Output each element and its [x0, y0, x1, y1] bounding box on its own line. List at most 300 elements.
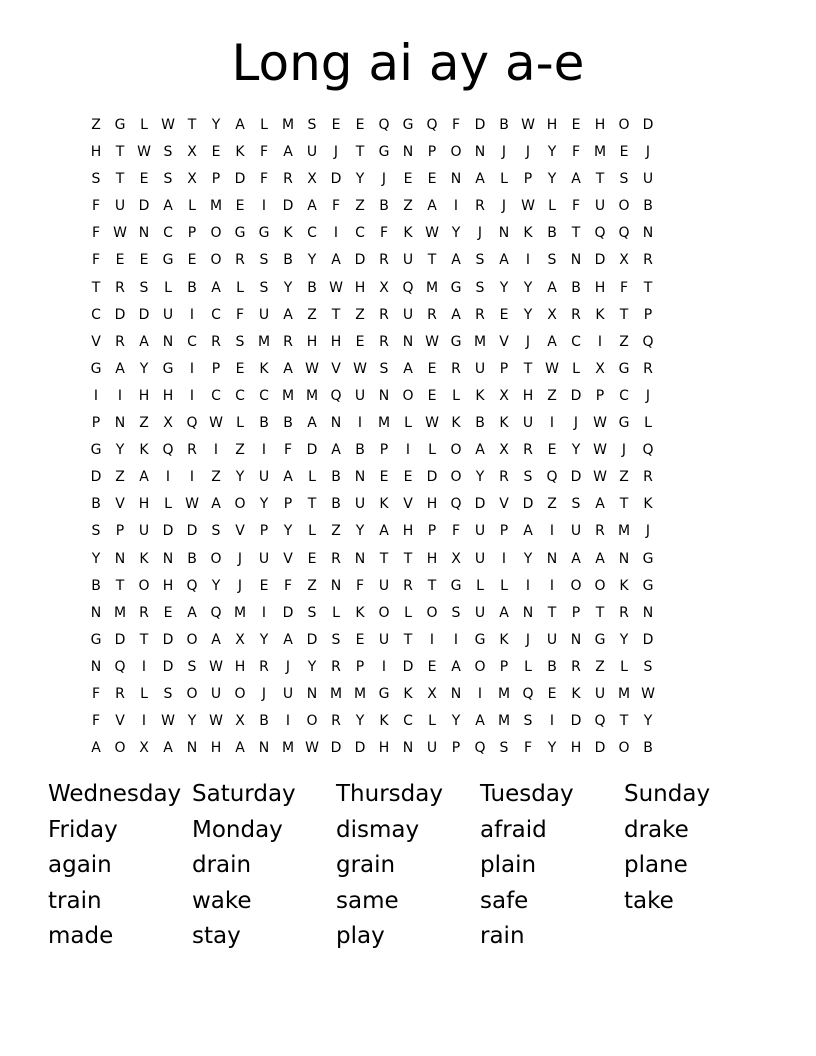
grid-letter: K [355, 604, 365, 621]
grid-letter: E [427, 658, 437, 675]
grid-letter: A [211, 279, 221, 296]
grid-letter: B [547, 225, 557, 242]
grid-letter: R [331, 713, 341, 730]
grid-letter: Y [187, 713, 197, 730]
word-list-item: drake [624, 816, 689, 843]
grid-letter: M [257, 333, 271, 350]
grid-letter: F [91, 225, 101, 242]
grid-letter: U [354, 496, 366, 513]
grid-letter: E [235, 198, 245, 215]
grid-letter: F [523, 740, 533, 757]
grid-letter: E [619, 144, 629, 161]
word-list-item: plain [480, 852, 537, 878]
grid-letter: L [164, 496, 172, 513]
grid-letter: X [619, 252, 629, 269]
grid-letter: Q [210, 604, 222, 621]
grid-letter: X [187, 171, 197, 188]
grid-letter: N [618, 550, 630, 567]
grid-letter: S [379, 360, 389, 377]
grid-letter: D [114, 306, 126, 323]
grid-letter: E [379, 469, 389, 486]
grid-letter: M [425, 279, 439, 296]
grid-letter: W [593, 415, 607, 432]
grid-letter: A [139, 469, 149, 486]
grid-letter: O [450, 469, 462, 486]
grid-letter: I [261, 604, 267, 621]
grid-letter: Z [355, 198, 365, 215]
grid-letter: R [475, 306, 485, 323]
grid-letter: A [475, 442, 485, 459]
grid-letter: U [114, 198, 126, 215]
grid-letter: R [331, 550, 341, 567]
grid-letter: Q [642, 442, 654, 459]
grid-letter: E [259, 577, 269, 594]
grid-row [84, 166, 732, 193]
grid-letter: F [355, 577, 365, 594]
grid-letter: O [570, 577, 582, 594]
grid-letter: O [378, 604, 390, 621]
grid-letter: O [234, 685, 246, 702]
grid-letter: C [91, 306, 101, 323]
word-list-item: Thursday [336, 781, 443, 807]
grid-letter: N [354, 469, 366, 486]
grid-letter: Z [355, 306, 365, 323]
grid-letter: R [259, 658, 269, 675]
grid-letter: R [331, 658, 341, 675]
grid-letter: J [501, 144, 507, 161]
grid-letter: T [595, 171, 605, 188]
grid-letter: R [643, 360, 653, 377]
grid-letter: S [451, 604, 461, 621]
grid-letter: Y [211, 117, 221, 133]
grid-letter: T [619, 496, 629, 513]
grid-row [84, 600, 732, 627]
grid-letter: F [235, 306, 245, 323]
grid-letter: K [523, 225, 533, 242]
grid-letter: A [451, 306, 461, 323]
grid-letter: Z [619, 333, 629, 350]
grid-letter: L [572, 360, 580, 377]
grid-letter: X [139, 740, 149, 757]
grid-letter: B [283, 415, 293, 432]
grid-letter: N [258, 740, 270, 757]
grid-letter: Q [618, 225, 630, 242]
grid-letter: U [162, 306, 174, 323]
grid-letter: F [379, 225, 389, 242]
grid-letter: N [402, 144, 414, 161]
grid-letter: U [642, 171, 654, 188]
grid-letter: D [90, 469, 102, 486]
grid-letter: B [283, 252, 293, 269]
grid-letter: P [187, 225, 197, 242]
grid-letter: F [571, 198, 581, 215]
word-list-item: train [48, 887, 102, 914]
grid-letter: W [137, 144, 151, 161]
grid-letter: N [402, 333, 414, 350]
grid-letter: V [91, 333, 101, 350]
grid-letter: Y [259, 631, 269, 648]
grid-letter: R [595, 523, 605, 540]
word-list-item: safe [480, 887, 529, 914]
grid-letter: E [355, 117, 365, 133]
grid-letter: B [643, 740, 653, 757]
grid-letter: T [619, 306, 629, 323]
grid-row [84, 437, 732, 464]
grid-letter: I [189, 387, 195, 404]
grid-letter: S [475, 279, 485, 296]
grid-letter: W [305, 740, 319, 757]
grid-letter: S [307, 117, 317, 133]
grid-letter: L [236, 279, 244, 296]
word-list-item: Wednesday [48, 781, 182, 807]
grid-letter: I [93, 387, 99, 404]
grid-letter: R [427, 306, 437, 323]
grid-letter: E [331, 117, 341, 133]
grid-letter: J [573, 415, 579, 432]
grid-letter: F [91, 252, 101, 269]
grid-letter: D [474, 496, 486, 513]
grid-letter: C [619, 387, 629, 404]
grid-letter: L [452, 387, 460, 404]
grid-letter: O [306, 713, 318, 730]
word-list-item: stay [192, 923, 241, 949]
grid-letter: Z [331, 523, 341, 540]
grid-letter: X [163, 415, 173, 432]
grid-letter: H [90, 144, 102, 161]
grid-letter: S [235, 333, 245, 350]
grid-letter: N [114, 550, 126, 567]
grid-letter: F [283, 577, 293, 594]
grid-letter: S [571, 496, 581, 513]
grid-letter: M [281, 740, 295, 757]
grid-letter: M [617, 685, 631, 702]
grid-letter: U [522, 415, 534, 432]
grid-letter: C [571, 333, 581, 350]
grid-letter: U [378, 631, 390, 648]
grid-letter: D [162, 631, 174, 648]
grid-letter: Y [619, 631, 629, 648]
grid-letter: M [617, 523, 631, 540]
grid-letter: G [234, 225, 246, 242]
grid-letter: D [186, 523, 198, 540]
grid-letter: D [354, 740, 366, 757]
grid-letter: Q [378, 117, 390, 133]
grid-letter: Y [547, 171, 557, 188]
grid-letter: N [498, 225, 510, 242]
grid-letter: Q [450, 496, 462, 513]
grid-letter: D [402, 658, 414, 675]
grid-letter: C [403, 713, 413, 730]
grid-letter: O [234, 496, 246, 513]
grid-letter: O [210, 225, 222, 242]
grid-letter: B [331, 496, 341, 513]
grid-letter: J [285, 658, 291, 675]
grid-letter: T [379, 550, 389, 567]
grid-letter: Y [211, 577, 221, 594]
grid-letter: B [379, 198, 389, 215]
grid-letter: Y [139, 360, 149, 377]
grid-letter: Q [594, 225, 606, 242]
grid-letter: T [595, 604, 605, 621]
grid-letter: H [522, 387, 534, 404]
grid-letter: Y [499, 279, 509, 296]
grid-letter: Q [642, 333, 654, 350]
grid-letter: I [549, 415, 555, 432]
grid-letter: E [235, 360, 245, 377]
grid-letter: R [211, 333, 221, 350]
grid-letter: S [139, 279, 149, 296]
grid-letter: P [451, 740, 461, 757]
grid-letter: Q [594, 713, 606, 730]
grid-letter: L [524, 658, 532, 675]
grid-letter: X [235, 631, 245, 648]
grid-letter: V [499, 333, 509, 350]
grid-letter: O [114, 740, 126, 757]
grid-letter: S [187, 658, 197, 675]
grid-letter: O [450, 144, 462, 161]
grid-letter: L [500, 577, 508, 594]
grid-letter: H [426, 550, 438, 567]
word-list-item: rain [480, 923, 525, 949]
grid-letter: X [427, 685, 437, 702]
grid-letter: M [305, 387, 319, 404]
grid-letter: C [259, 387, 269, 404]
grid-letter: I [141, 713, 147, 730]
grid-letter: F [331, 198, 341, 215]
grid-letter: R [379, 333, 389, 350]
grid-letter: I [525, 577, 531, 594]
grid-letter: W [113, 225, 127, 242]
grid-letter: E [427, 360, 437, 377]
grid-letter: D [594, 252, 606, 269]
grid-letter: U [402, 306, 414, 323]
grid-letter: L [164, 279, 172, 296]
grid-letter: O [402, 387, 414, 404]
grid-letter: A [211, 496, 221, 513]
grid-letter: N [162, 333, 174, 350]
grid-letter: Z [547, 387, 557, 404]
grid-letter: P [283, 496, 293, 513]
grid-letter: N [402, 740, 414, 757]
grid-letter: D [426, 469, 438, 486]
grid-letter: P [499, 360, 509, 377]
grid-letter: X [451, 550, 461, 567]
grid-letter: T [427, 577, 437, 594]
grid-letter: M [281, 387, 295, 404]
grid-letter: T [427, 252, 437, 269]
grid-letter: I [261, 442, 267, 459]
grid-letter: Q [330, 387, 342, 404]
grid-letter: N [186, 740, 198, 757]
grid-letter: W [425, 415, 439, 432]
grid-letter: U [258, 306, 270, 323]
grid-letter: A [595, 550, 605, 567]
grid-letter: D [570, 387, 582, 404]
grid-letter: Q [474, 740, 486, 757]
grid-letter: V [283, 550, 293, 567]
grid-letter: Z [307, 577, 317, 594]
grid-letter: R [523, 442, 533, 459]
grid-letter: T [619, 713, 629, 730]
grid-letter: H [354, 279, 366, 296]
grid-letter: B [331, 469, 341, 486]
grid-letter: L [188, 198, 196, 215]
grid-letter: E [403, 171, 413, 188]
grid-letter: G [450, 279, 462, 296]
grid-letter: K [403, 225, 413, 242]
grid-letter: T [331, 306, 341, 323]
word-list-item: grain [336, 852, 396, 878]
grid-letter: A [235, 117, 245, 133]
grid-letter: S [331, 631, 341, 648]
grid-letter: X [187, 144, 197, 161]
grid-letter: J [525, 333, 531, 350]
grid-letter: Q [186, 415, 198, 432]
grid-letter: A [499, 604, 509, 621]
grid-letter: F [283, 442, 293, 459]
grid-letter: F [451, 523, 461, 540]
grid-letter: N [570, 252, 582, 269]
grid-letter: M [497, 713, 511, 730]
grid-letter: P [115, 523, 125, 540]
grid-letter: C [163, 225, 173, 242]
grid-letter: F [91, 685, 101, 702]
grid-letter: A [163, 198, 173, 215]
grid-letter: A [283, 306, 293, 323]
grid-letter: Z [619, 469, 629, 486]
grid-letter: K [643, 496, 653, 513]
grid-letter: Y [523, 306, 533, 323]
grid-letter: E [547, 685, 557, 702]
grid-letter: M [329, 685, 343, 702]
grid-letter: X [499, 442, 509, 459]
grid-letter: A [115, 360, 125, 377]
grid-letter: K [451, 415, 461, 432]
grid-letter: K [619, 577, 629, 594]
grid-letter: A [379, 523, 389, 540]
word-list-item: dismay [336, 816, 420, 843]
grid-letter: B [259, 713, 269, 730]
grid-letter: H [426, 496, 438, 513]
grid-letter: U [258, 550, 270, 567]
grid-letter: G [642, 577, 654, 594]
grid-letter: I [333, 225, 339, 242]
grid-letter: L [404, 415, 412, 432]
grid-letter: Q [546, 469, 558, 486]
grid-letter: R [115, 279, 125, 296]
grid-letter: A [595, 496, 605, 513]
grid-row [84, 193, 732, 220]
grid-letter: V [499, 496, 509, 513]
grid-letter: K [379, 496, 389, 513]
grid-letter: M [113, 604, 127, 621]
grid-letter: G [402, 117, 414, 133]
grid-letter: R [115, 333, 125, 350]
grid-letter: B [307, 279, 317, 296]
grid-letter: L [236, 415, 244, 432]
grid-letter: Z [403, 198, 413, 215]
grid-letter: N [90, 658, 102, 675]
grid-letter: A [139, 333, 149, 350]
grid-letter: Y [547, 144, 557, 161]
grid-letter: E [187, 252, 197, 269]
grid-letter: Z [139, 415, 149, 432]
grid-letter: V [235, 523, 245, 540]
grid-letter: Z [115, 469, 125, 486]
grid-letter: Z [547, 496, 557, 513]
grid-letter: T [355, 144, 365, 161]
grid-letter: C [211, 387, 221, 404]
grid-letter: P [595, 387, 605, 404]
word-list-item: play [336, 923, 385, 949]
grid-letter: W [305, 360, 319, 377]
grid-letter: E [403, 469, 413, 486]
grid-letter: X [547, 306, 557, 323]
grid-letter: X [307, 171, 317, 188]
grid-letter: S [211, 523, 221, 540]
grid-letter: U [474, 523, 486, 540]
grid-letter: N [450, 171, 462, 188]
grid-letter: Y [475, 469, 485, 486]
grid-letter: J [621, 442, 627, 459]
grid-letter: R [115, 685, 125, 702]
grid-row [84, 681, 732, 708]
grid-letter: N [474, 144, 486, 161]
grid-letter: P [499, 658, 509, 675]
grid-letter: A [403, 360, 413, 377]
grid-letter: F [619, 279, 629, 296]
grid-letter: G [618, 360, 630, 377]
grid-letter: J [333, 144, 339, 161]
grid-letter: I [549, 577, 555, 594]
grid-letter: K [595, 306, 605, 323]
grid-letter: T [307, 496, 317, 513]
grid-row [84, 546, 732, 573]
grid-letter: U [378, 577, 390, 594]
grid-letter: Y [571, 442, 581, 459]
grid-letter: N [642, 604, 654, 621]
grid-letter: D [642, 631, 654, 648]
grid-letter: C [235, 387, 245, 404]
grid-letter: K [499, 631, 509, 648]
grid-letter: U [474, 550, 486, 567]
grid-letter: L [308, 523, 316, 540]
word-list-item: take [624, 887, 674, 914]
grid-letter: L [428, 442, 436, 459]
grid-letter: H [402, 523, 414, 540]
grid-row [84, 410, 732, 437]
grid-letter: M [281, 117, 295, 133]
grid-letter: R [451, 360, 461, 377]
grid-letter: Y [91, 550, 101, 567]
grid-letter: S [475, 252, 485, 269]
grid-letter: H [210, 740, 222, 757]
grid-letter: J [645, 523, 651, 540]
grid-letter: T [403, 550, 413, 567]
grid-letter: Y [547, 740, 557, 757]
grid-letter: U [306, 144, 318, 161]
grid-letter: B [91, 577, 101, 594]
grid-letter: E [307, 550, 317, 567]
grid-letter: G [378, 685, 390, 702]
grid-letter: S [643, 658, 653, 675]
grid-letter: A [283, 144, 293, 161]
grid-letter: M [473, 333, 487, 350]
grid-letter: D [570, 713, 582, 730]
grid-letter: G [450, 577, 462, 594]
grid-letter: E [139, 171, 149, 188]
grid-letter: I [117, 387, 123, 404]
